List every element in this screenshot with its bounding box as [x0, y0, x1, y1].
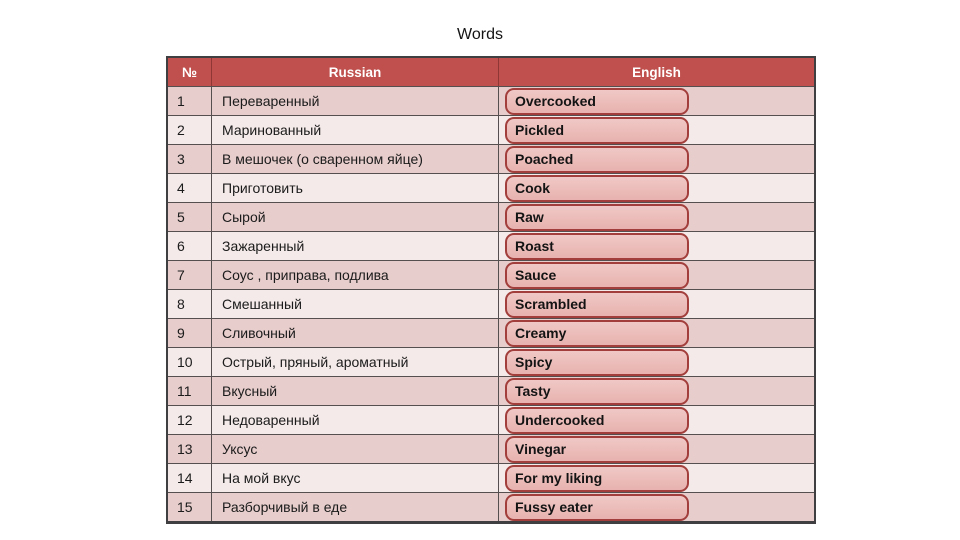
- english-word-badge[interactable]: Tasty: [505, 378, 689, 405]
- english-cell: [498, 261, 814, 289]
- header-number: №: [181, 64, 198, 80]
- english-word-badge[interactable]: Cook: [505, 175, 689, 202]
- english-word-badge[interactable]: Raw: [505, 204, 689, 231]
- english-cell: [498, 290, 814, 318]
- english-cell: [498, 232, 814, 260]
- russian-word: На мой вкус: [211, 464, 498, 492]
- english-cell: [498, 319, 814, 347]
- russian-word: Смешанный: [211, 290, 498, 318]
- english-cell: [498, 145, 814, 173]
- table-row: [168, 202, 814, 231]
- row-number: 3: [177, 151, 185, 167]
- russian-word: Уксус: [211, 435, 498, 463]
- russian-word: Зажаренный: [211, 232, 498, 260]
- english-cell: [498, 435, 814, 463]
- words-table: [166, 56, 816, 524]
- row-number: 15: [177, 499, 193, 515]
- english-cell: [498, 203, 814, 231]
- english-word-badge[interactable]: For my liking: [505, 465, 689, 492]
- table-row: [168, 115, 814, 144]
- page-title: Words: [457, 26, 503, 43]
- table-row: [168, 318, 814, 347]
- table-row: [168, 347, 814, 376]
- russian-word: В мешочек (о сваренном яйце): [211, 145, 498, 173]
- russian-word: Приготовить: [211, 174, 498, 202]
- table-row: [168, 231, 814, 260]
- table-row: [168, 173, 814, 202]
- english-word-badge[interactable]: Scrambled: [505, 291, 689, 318]
- table-row: [168, 405, 814, 434]
- row-number: 5: [177, 209, 185, 225]
- russian-word: Соус , приправа, подлива: [211, 261, 498, 289]
- table-body: [168, 86, 814, 521]
- table-header-row: [168, 58, 814, 86]
- english-cell: [498, 174, 814, 202]
- header-english: English: [498, 58, 814, 86]
- russian-word: Маринованный: [211, 116, 498, 144]
- row-number: 7: [177, 267, 185, 283]
- english-word-badge[interactable]: Spicy: [505, 349, 689, 376]
- row-number: 12: [177, 412, 193, 428]
- table-row: [168, 260, 814, 289]
- row-number: 13: [177, 441, 193, 457]
- english-word-badge[interactable]: Fussy eater: [505, 494, 689, 521]
- row-number: 2: [177, 122, 185, 138]
- row-number: 14: [177, 470, 193, 486]
- russian-word: Сырой: [211, 203, 498, 231]
- russian-word: Переваренный: [211, 87, 498, 115]
- english-word-badge[interactable]: Overcooked: [505, 88, 689, 115]
- english-word-badge[interactable]: Creamy: [505, 320, 689, 347]
- english-cell: [498, 377, 814, 405]
- row-number: 4: [177, 180, 185, 196]
- russian-word: Сливочный: [211, 319, 498, 347]
- table-row: [168, 434, 814, 463]
- english-cell: [498, 116, 814, 144]
- row-number: 10: [177, 354, 193, 370]
- english-cell: [498, 348, 814, 376]
- russian-word: Недоваренный: [211, 406, 498, 434]
- row-number: 9: [177, 325, 185, 341]
- english-word-badge[interactable]: Poached: [505, 146, 689, 173]
- english-cell: [498, 493, 814, 521]
- table-row: [168, 289, 814, 318]
- english-cell: [498, 464, 814, 492]
- table-row: [168, 463, 814, 492]
- english-word-badge[interactable]: Roast: [505, 233, 689, 260]
- table-row: [168, 376, 814, 405]
- russian-word: Разборчивый в еде: [211, 493, 498, 521]
- table-row: [168, 144, 814, 173]
- english-word-badge[interactable]: Vinegar: [505, 436, 689, 463]
- english-cell: [498, 406, 814, 434]
- russian-word: Вкусный: [211, 377, 498, 405]
- row-number: 1: [177, 93, 185, 109]
- english-word-badge[interactable]: Undercooked: [505, 407, 689, 434]
- english-word-badge[interactable]: Sauce: [505, 262, 689, 289]
- row-number: 8: [177, 296, 185, 312]
- russian-word: Острый, пряный, ароматный: [211, 348, 498, 376]
- english-cell: [498, 87, 814, 115]
- row-number: 11: [177, 383, 192, 399]
- header-russian: Russian: [211, 58, 498, 86]
- english-word-badge[interactable]: Pickled: [505, 117, 689, 144]
- table-row: [168, 86, 814, 115]
- row-number: 6: [177, 238, 185, 254]
- table-row: [168, 492, 814, 521]
